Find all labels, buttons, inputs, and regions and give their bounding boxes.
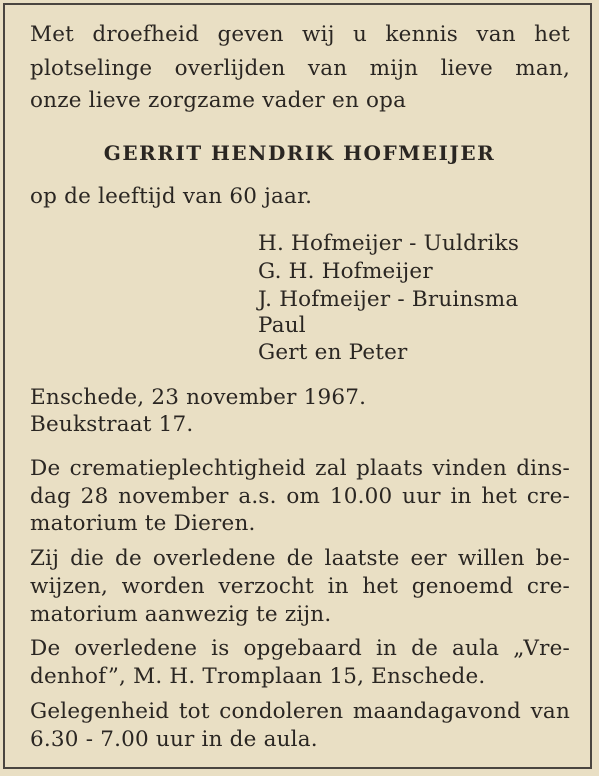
intro-line-3: onze lieve zorgzame vader en opa [30, 88, 407, 113]
condolence-line-2: 6.30 - 7.00 uur in de aula. [30, 727, 318, 752]
cremation-line-2: dag 28 november a.s. om 10.00 uur in het cre- [30, 484, 570, 509]
laid-out-line-1: De overledene is opgebaard in de aula „Vre- [30, 636, 570, 661]
intro-line-2: plotselinge overlijden van mijn lieve man, [30, 56, 570, 81]
intro-line-1: Met droefheid geven wij u kennis van het [30, 22, 570, 47]
laid-out-line-2: denhof”, M. H. Tromplaan 15, Enschede. [30, 664, 486, 689]
family-member-2: G. H. Hofmeijer [258, 259, 433, 284]
family-member-1: H. Hofmeijer - Uuldriks [258, 231, 520, 256]
honor-line-3: matorium aanwezig te zijn. [30, 602, 332, 627]
family-member-5: Gert en Peter [258, 340, 408, 365]
cremation-line-3: matorium te Dieren. [30, 511, 256, 536]
deceased-name: GERRIT HENDRIK HOFMEIJER [103, 141, 496, 165]
condolence-line-1: Gelegenheid tot condoleren maandagavond van [30, 699, 570, 724]
honor-line-2: wijzen, worden verzocht in het genoemd cre- [30, 574, 570, 599]
honor-line-1: Zij die de overledene de laatste eer willen be- [30, 546, 570, 571]
family-member-3: J. Hofmeijer - Bruinsma [258, 287, 519, 312]
age-line: op de leeftijd van 60 jaar. [30, 184, 313, 209]
address: Beukstraat 17. [30, 412, 194, 437]
place-date: Enschede, 23 november 1967. [30, 385, 367, 410]
family-member-4: Paul [258, 313, 306, 338]
cremation-line-1: De crematieplechtigheid zal plaats vinden dins- [30, 456, 570, 481]
